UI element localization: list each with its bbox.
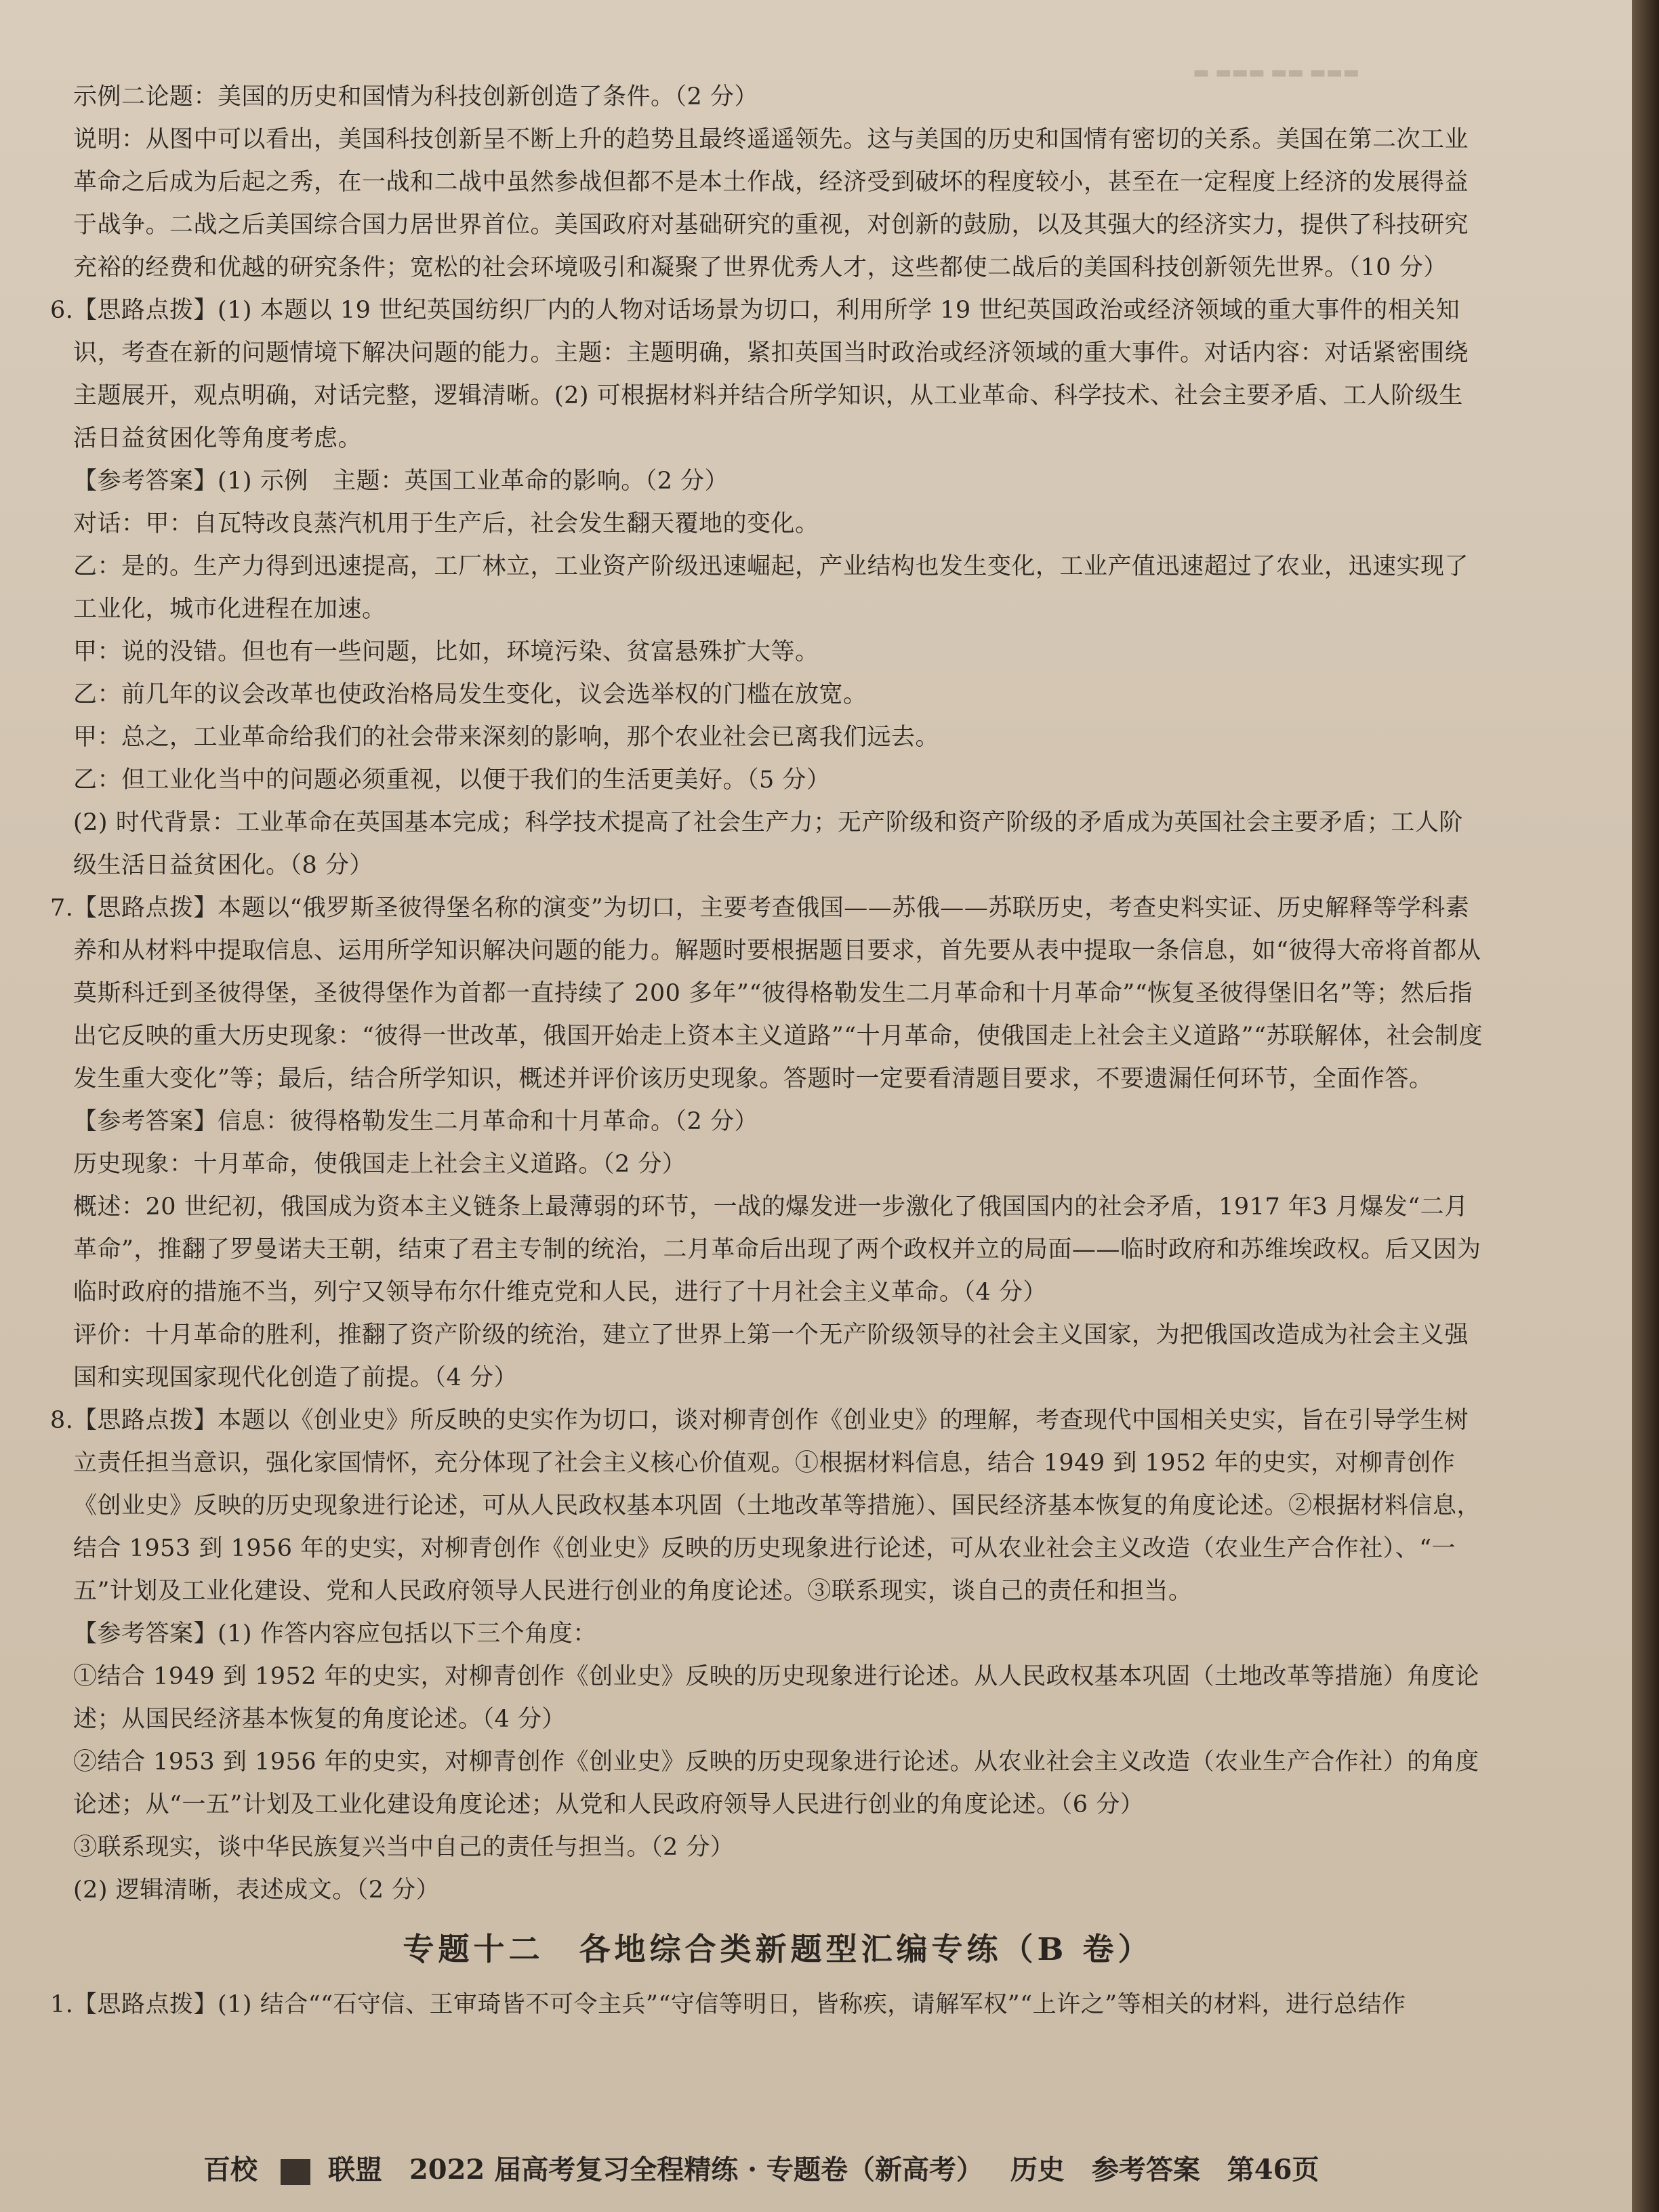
brand-logo-icon bbox=[281, 2159, 310, 2185]
bleed-through-text: ▬ ▬▬▬ ▬▬ ▬▬▬ bbox=[1193, 62, 1359, 83]
numbered-item bbox=[50, 1984, 1483, 2026]
paragraph: 【参考答案】(1) 示例 主题：英国工业革命的影响。（2 分） bbox=[73, 468, 729, 495]
answer-label: 参考答案 bbox=[1091, 2154, 1200, 2186]
paragraph: ③联系现实，谈中华民族复兴当中自己的责任与担当。（2 分） bbox=[73, 1834, 735, 1861]
paragraph: 说明：从图中可以看出，美国科技创新呈不断上升的趋势且最终遥遥领先。这与美国的历史和国情有密切的关系。美国在第二次工业革命之后成为后起之秀，在一战和二战中虽然参战但都不是本土作战，经济受到破坏的程度较小，甚至在一定程度上经济的发展得益于战争。二战之后美国综合国力居世界首位。美国政府对基础研究的重视，对创新的鼓励，以及其强大的经济实力，提供了科技研究充裕的经费和优越的研究条件；宽松的社会环境吸引和凝聚了世界优秀人才，这些都使二战后的美国科技创新领先世界。（10 分） bbox=[73, 126, 1469, 281]
numbered-item bbox=[50, 289, 1483, 460]
subject-label: 历史 bbox=[1010, 2154, 1065, 2186]
section-title: 专题十二 各地综合类新题型汇编专练（B 卷） bbox=[403, 1931, 1153, 1967]
paragraph: 乙：是的。生产力得到迅速提高，工厂林立，工业资产阶级迅速崛起，产业结构也发生变化，工业产值迅速超过了农业，迅速实现了工业化，城市化进程在加速。 bbox=[73, 553, 1469, 623]
item-text: 【思路点拨】本题以“俄罗斯圣彼得堡名称的演变”为切口，主要考查俄国——苏俄——苏联历史，考查史料实证、历史解释等学科素养和从材料中提取信息、运用所学知识解决问题的能力。解题时要根据题目要求，首先要从表中提取一条信息，如“彼得大帝将首都从莫斯科迁到圣彼得堡，圣彼得堡作为首都一直持续了 200 多年”“彼得格勒发生二月革命和十月革命”“恢复圣彼得堡旧名”等；然后指出它反映的重大历史现象：“彼得一世改革，俄国开始走上资本主义道路”“十月革命，使俄国走上社会主义道路”“苏联解体，社会制度发生重大变化”等；最后，结合所学知识，概述并评价该历史现象。答题时一定要看清题目要求，不要遗漏任何环节，全面作答。 bbox=[73, 895, 1483, 1092]
answer-key-body bbox=[50, 76, 1483, 2026]
book-title: 2022 届高考复习全程精练 · 专题卷（新高考） bbox=[409, 2154, 983, 2186]
paragraph: 【参考答案】(1) 作答内容应包括以下三个角度： bbox=[73, 1620, 597, 1647]
item-number: 6. bbox=[50, 297, 74, 324]
brand-right: 联盟 bbox=[328, 2154, 382, 2186]
page-edge-shadow bbox=[1632, 0, 1659, 2212]
paragraph: 甲：说的没错。但也有一些问题，比如，环境污染、贫富悬殊扩大等。 bbox=[73, 638, 819, 665]
paragraph: (2) 时代背景：工业革命在英国基本完成；科学技术提高了社会生产力；无产阶级和资产阶级的矛盾成为英国社会主要矛盾；工人阶级生活日益贫困化。（8 分） bbox=[73, 809, 1463, 879]
item-text: 【思路点拨】本题以《创业史》所反映的史实作为切口，谈对柳青创作《创业史》的理解，考查现代中国相关史实，旨在引导学生树立责任担当意识，强化家国情怀，充分体现了社会主义核心价值观。①根据材料信息，结合 1949 到 1952 年的史实，对柳青创作《创业史》反映的历史现象进行论述，可从人民政权基本巩固（土地改革等措施）、国民经济基本恢复的角度论述。②根据材料信息，结合 1953 到 1956 年的史实，对柳青创作《创业史》反映的历史现象进行论述，可从农业社会主义改造（农业生产合作社）、“一五”计划及工业化建设、党和人民政府领导人民进行创业的角度论述。③联系现实，谈自己的责任和担当。 bbox=[73, 1407, 1481, 1605]
paragraph: ①结合 1949 到 1952 年的史实，对柳青创作《创业史》反映的历史现象进行论述。从人民政权基本巩固（土地改革等措施）角度论述；从国民经济基本恢复的角度论述。（4 分） bbox=[73, 1663, 1479, 1733]
item-text: 【思路点拨】(1) 结合““石守信、王审琦皆不可令主兵”“守信等明日，皆称疾，请解军权”“上许之”等相关的材料，进行总结作 bbox=[73, 1991, 1406, 2018]
item-number: 7. bbox=[50, 895, 74, 922]
paragraph: 甲：总之，工业革命给我们的社会带来深刻的影响，那个农业社会已离我们远去。 bbox=[73, 724, 940, 751]
brand-left: 百校 bbox=[203, 2154, 258, 2186]
paragraph: 对话：甲：自瓦特改良蒸汽机用于生产后，社会发生翻天覆地的变化。 bbox=[73, 510, 819, 537]
paragraph: 乙：前几年的议会改革也使政治格局发生变化，议会选举权的门槛在放宽。 bbox=[73, 681, 867, 708]
numbered-item bbox=[50, 1399, 1483, 1613]
item-number: 8. bbox=[50, 1407, 74, 1434]
paragraph: ②结合 1953 到 1956 年的史实，对柳青创作《创业史》反映的历史现象进行论述。从农业社会主义改造（农业生产合作社）的角度论述；从“一五”计划及工业化建设角度论述；从党和人民政府领导人民进行创业的角度论述。（6 分） bbox=[73, 1748, 1479, 1818]
paragraph: 评价：十月革命的胜利，推翻了资产阶级的统治，建立了世界上第一个无产阶级领导的社会主义国家，为把俄国改造成为社会主义强国和实现国家现代化创造了前提。（4 分） bbox=[73, 1322, 1469, 1391]
paragraph: 历史现象：十月革命，使俄国走上社会主义道路。（2 分） bbox=[73, 1151, 687, 1178]
paragraph: 乙：但工业化当中的问题必须重视，以便于我们的生活更美好。（5 分） bbox=[73, 766, 831, 794]
page-number: 第46页 bbox=[1227, 2154, 1319, 2186]
paragraph: 概述：20 世纪初，俄国成为资本主义链条上最薄弱的环节，一战的爆发进一步激化了俄国国内的社会矛盾，1917 年3 月爆发“二月革命”，推翻了罗曼诺夫王朝，结束了君主专制的统治，二月革命后出现了两个政权并立的局面——临时政府和苏维埃政权。后又因为临时政府的措施不当，列宁又领导布尔什维克党和人民，进行了十月社会主义革命。（4 分） bbox=[73, 1193, 1481, 1306]
page-footer bbox=[203, 2148, 1491, 2187]
paragraph: (2) 逻辑清晰，表述成文。（2 分） bbox=[73, 1877, 441, 1904]
item-text: 【思路点拨】(1) 本题以 19 世纪英国纺织厂内的人物对话场景为切口，利用所学 19 世纪英国政治或经济领域的重大事件的相关知识，考查在新的问题情境下解决问题的能力。主题：主题明确，紧扣英国当时政治或经济领域的重大事件。对话内容：对话紧密围绕主题展开，观点明确，对话完整，逻辑清晰。(2) 可根据材料并结合所学知识，从工业革命、科学技术、社会主要矛盾、工人阶级生活日益贫困化等角度考虑。 bbox=[73, 297, 1469, 452]
paragraph: 【参考答案】信息：彼得格勒发生二月革命和十月革命。（2 分） bbox=[73, 1108, 758, 1135]
paragraph: 示例二论题：美国的历史和国情为科技创新创造了条件。（2 分） bbox=[73, 83, 758, 110]
numbered-item bbox=[50, 887, 1483, 1101]
item-number: 1. bbox=[50, 1991, 74, 2018]
